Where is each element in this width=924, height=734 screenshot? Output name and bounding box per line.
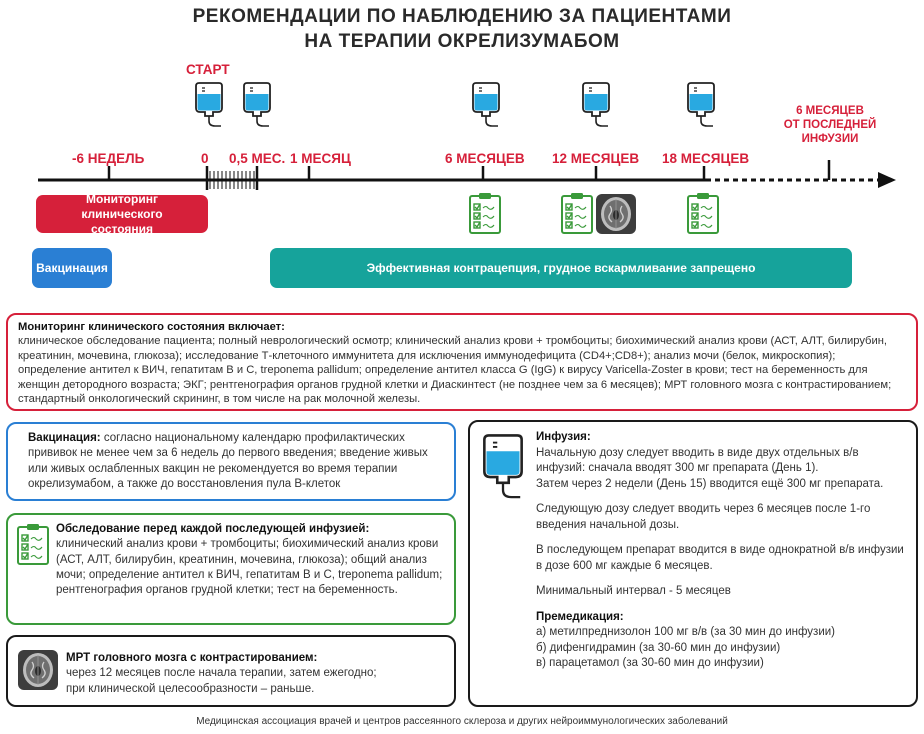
checklist-icon <box>560 192 594 234</box>
monitoring-info-box <box>6 313 918 411</box>
footer-text: Медицинская ассоциация врачей и центров рассеянного склероза и других нейроиммунологических заболеваний <box>196 716 728 727</box>
premedication-heading: Премедикация: <box>536 610 624 623</box>
infusion-text-3: Следующую дозу следует вводить через 6 месяцев после 1-го введения начальной дозы. <box>536 503 871 531</box>
vaccination-info-box <box>6 422 456 501</box>
vaccination-bar: Вакцинация <box>32 248 112 288</box>
infusion-text-4: В последующем препарат вводится в виде однократной в/в инфузии в дозе 600 мг каждые 6 месяцев. <box>536 544 904 572</box>
tick-label-18-months: 18 МЕСЯЦЕВ <box>662 151 750 166</box>
monitoring-info-body: клиническое обследование пациента; полный неврологический осмотр; клинический анализ крови + тромбоциты; биохимический анализ крови (АСТ, АЛТ, билирубин, креатинин, мочевина, глюкоза); исследование Т-клеточного иммунитета для исключения иммунодефицита (CD4+;CD8+); анализ мочи (белок, микроскопия); определение антител к ВИЧ, гепатитам В и С, treponema pallidum; определение антител класса G (IgG) к вирусу Varicella-Zoster в крови; тест на беременность для женщин детородного возраста; ЭКГ; рентгенография органов грудной клетки и Диаскинтест (не позднее чем за 6 месяцев); МРТ головного мозга с контрастированием; стандартный онкологический скрининг, в том числе на рак молочной железы. <box>18 335 892 406</box>
page-title-line2: НА ТЕРАПИИ ОКРЕЛИЗУМАБОМ <box>304 31 620 52</box>
tick-label-minus-6-weeks: -6 НЕДЕЛЬ <box>72 151 145 166</box>
checklist-icon <box>686 192 720 234</box>
premedication-item-a: а) метилпреднизолон 100 мг в/в (за 30 мин до инфузии) <box>536 626 836 638</box>
premedication-item-c: в) парацетамол (за 30-60 мин до инфузии) <box>536 657 764 669</box>
exam-info-box <box>6 513 456 625</box>
page-title-line1: РЕКОМЕНДАЦИИ ПО НАБЛЮДЕНИЮ ЗА ПАЦИЕНТАМИ <box>192 6 732 27</box>
infusion-drip-icon <box>470 82 502 128</box>
infusion-drip-icon <box>580 82 612 128</box>
last-infusion-label <box>780 104 880 146</box>
monitoring-info-heading: Мониторинг клинического состояния включает: <box>18 321 285 333</box>
last-infusion-label-line3: ИНФУЗИИ <box>801 133 859 145</box>
infusion-drip-icon <box>193 82 225 128</box>
vaccination-info-heading: Вакцинация: <box>28 432 101 444</box>
tick-label-half-month: 0,5 МЕС. <box>229 151 286 166</box>
infusion-text-1: Начальную дозу следует вводить в виде двух отдельных в/в инфузий: сначала вводят 300 мг препарата (День 1). <box>536 446 859 474</box>
contraception-bar: Эффективная контрацепция, грудное вскармливание запрещено <box>270 248 852 288</box>
premedication-item-b: б) дифенгидрамин (за 30-60 мин до инфузии) <box>536 641 781 654</box>
checklist-icon <box>468 192 502 234</box>
start-label: СТАРТ <box>186 62 230 77</box>
checklist-icon <box>16 523 50 565</box>
tick-label-6-months: 6 МЕСЯЦЕВ <box>445 151 525 166</box>
monitoring-bar: Мониторинг клинического состояния <box>36 195 208 233</box>
infusion-drip-icon <box>241 82 273 128</box>
exam-info-heading: Обследование перед каждой последующей инфузией: <box>56 523 370 535</box>
infusion-heading: Инфузия: <box>536 431 591 443</box>
brain-mri-icon <box>596 194 636 234</box>
tick-label-1-month: 1 МЕСЯЦ <box>290 151 351 166</box>
infusion-drip-icon <box>480 434 526 500</box>
infusion-text-5: Минимальный интервал - 5 месяцев <box>536 585 731 597</box>
mri-info-line2: при клинической целесообразности – раньше. <box>66 682 315 695</box>
last-infusion-label-line1: 6 МЕСЯЦЕВ <box>796 105 864 117</box>
infusion-info-box <box>468 420 918 707</box>
mri-info-box <box>6 635 456 707</box>
mri-info-heading: МРТ головного мозга с контрастированием: <box>66 652 318 664</box>
tick-label-12-months: 12 МЕСЯЦЕВ <box>552 151 640 166</box>
mri-info-line1: через 12 месяцев после начала терапии, затем ежегодно; <box>66 667 377 680</box>
exam-info-body: клинический анализ крови + тромбоциты; биохимический анализ крови (АСТ, АЛТ, билирубин, креатинин, мочевина, глюкоза); общий анализ мочи; определение антител к ВИЧ, гепатитам В и С, treponema pallidum; рентгенография органов грудной клетки; тест на беременность. <box>56 538 443 597</box>
brain-mri-icon <box>18 650 58 690</box>
last-infusion-label-line2: ОТ ПОСЛЕДНЕЙ <box>783 119 877 131</box>
vaccination-info-body: согласно национальному календарю профилактических прививок не менее чем за 6 недель до первого введения; введение живых или живых ослабленных вакцин не рекомендуется во время терапии окрелизумабом, а также до восстановления пула В-клеток <box>28 432 428 490</box>
tick-label-0: 0 <box>201 151 209 166</box>
infusion-text-2: Затем через 2 недели (День 15) вводится ещё 300 мг препарата. <box>536 477 884 490</box>
infusion-drip-icon <box>685 82 717 128</box>
